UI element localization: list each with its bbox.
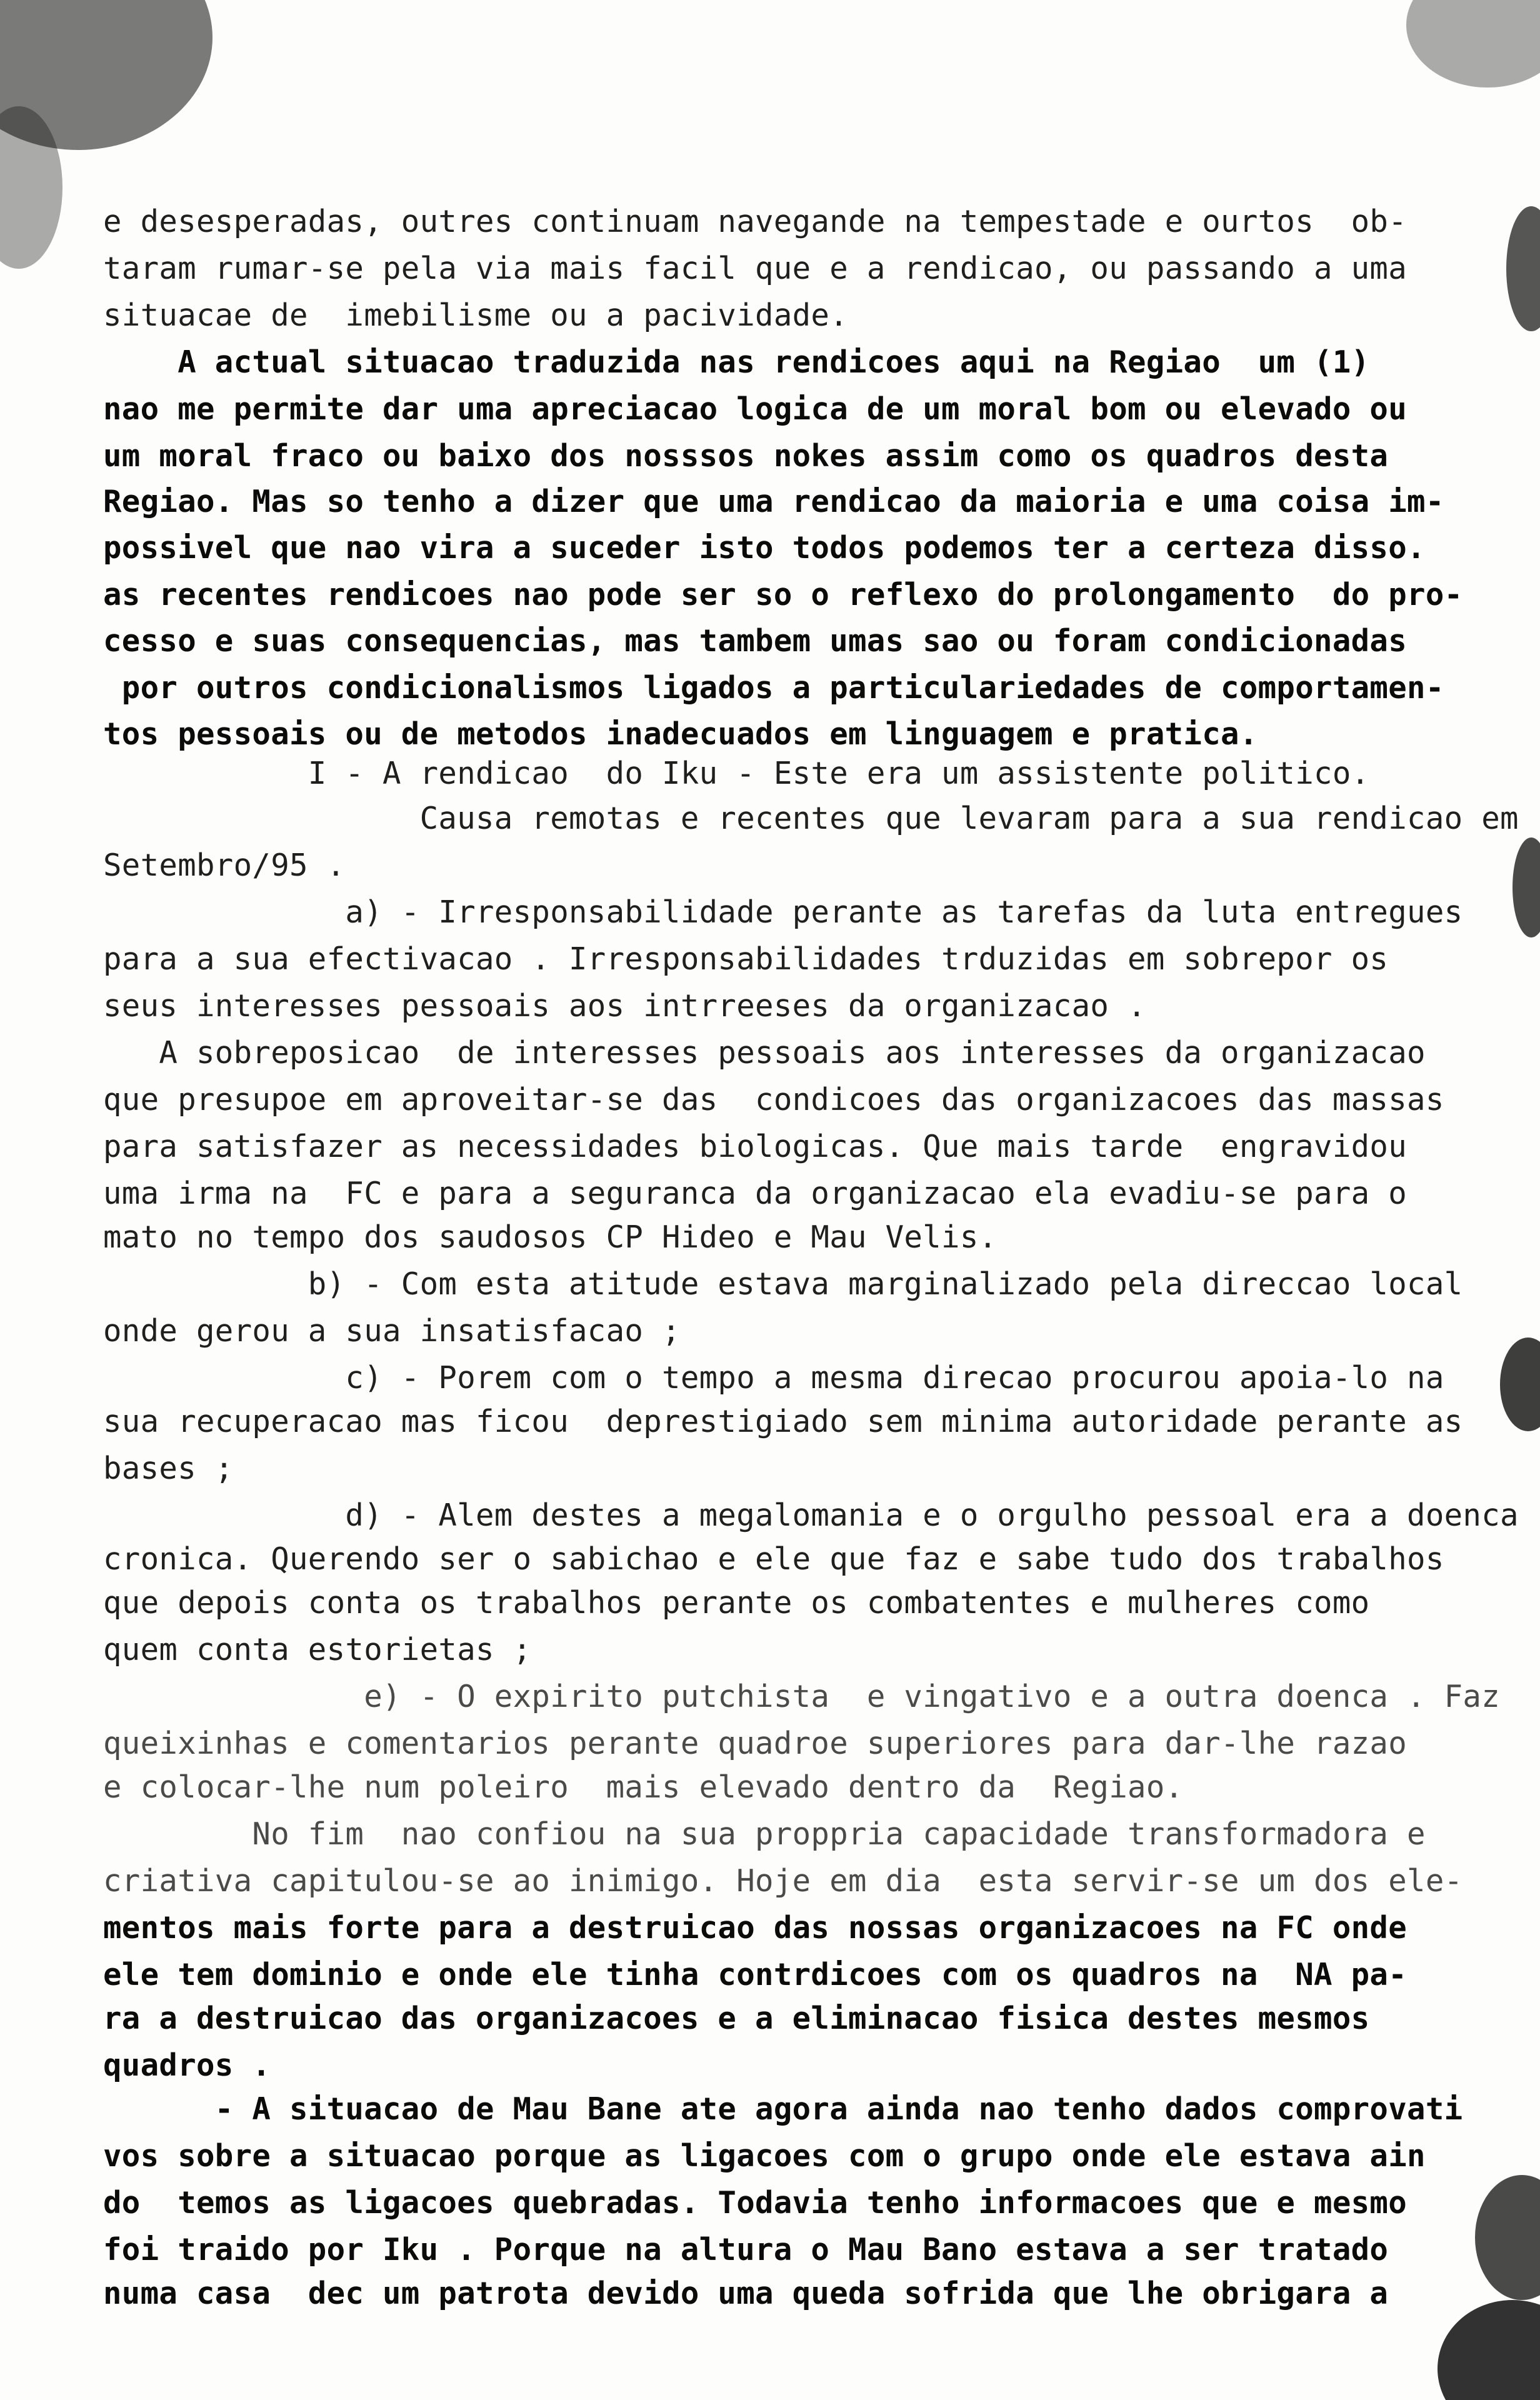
text-line: nao me permite dar uma apreciacao logica de um moral bom ou elevado ou [103, 391, 1408, 427]
ink-smudge-right-2 [1512, 838, 1540, 938]
ink-smudge-bottom-right [1438, 2300, 1540, 2400]
text-line: que presupoe em aproveitar-se das condicoes das organizacoes das massas [103, 1082, 1444, 1118]
text-line: bases ; [103, 1451, 234, 1486]
ink-smudge-right-3 [1500, 1338, 1540, 1431]
ink-smudge-right-1 [1506, 206, 1540, 331]
text-line: para satisfazer as necessidades biologicas. Que mais tarde engravidou [103, 1129, 1408, 1164]
text-line: criativa capitulou-se ao inimigo. Hoje em dia esta servir-se um dos ele- [103, 1863, 1463, 1899]
text-line: ele tem dominio e onde ele tinha contrdicoes com os quadros na NA pa- [103, 1957, 1408, 1992]
text-line: situacae de imebilisme ou a pacividade. [103, 298, 849, 333]
text-line: cronica. Querendo ser o sabichao e ele que faz e sabe tudo dos trabalhos [103, 1541, 1444, 1577]
text-line: um moral fraco ou baixo dos nosssos nokes assim como os quadros desta [103, 438, 1389, 474]
text-line: A sobreposicao de interesses pessoais aos interesses da organizacao [103, 1035, 1426, 1071]
text-line: d) - Alem destes a megalomania e o orgulho pessoal era a doenca [103, 1498, 1519, 1533]
text-line: foi traido por Iku . Porque na altura o Mau Bano estava a ser tratado [103, 2232, 1389, 2268]
text-line: A actual situacao traduzida nas rendicoes aqui na Regiao um (1) [103, 344, 1370, 380]
text-line: para a sua efectivacao . Irresponsabilidades trduzidas em sobrepor os [103, 941, 1389, 977]
text-line: mato no tempo dos saudosos CP Hideo e Mau Velis. [103, 1219, 998, 1255]
text-line: as recentes rendicoes nao pode ser so o reflexo do prolongamento do pro- [103, 577, 1463, 612]
text-line: quadros . [103, 2048, 271, 2083]
text-line: queixinhas e comentarios perante quadroe superiores para dar-lhe razao [103, 1726, 1408, 1761]
text-line: vos sobre a situacao porque as ligacoes com o grupo onde ele estava ain [103, 2138, 1426, 2174]
ink-smudge-right-4 [1475, 2175, 1540, 2300]
text-line: uma irma na FC e para a seguranca da organizacao ela evadiu-se para o [103, 1176, 1408, 1211]
text-line: do temos as ligacoes quebradas. Todavia tenho informacoes que e mesmo [103, 2185, 1408, 2221]
text-line: Causa remotas e recentes que levaram para a sua rendicao em [103, 801, 1519, 836]
text-line: sua recuperacao mas ficou deprestigiado sem minima autoridade perante as [103, 1404, 1463, 1439]
text-line: a) - Irresponsabilidade perante as tarefas da luta entregues [103, 894, 1463, 930]
text-line: I - A rendicao do Iku - Este era um assistente politico. [103, 756, 1370, 791]
ink-smudge-top-right [1406, 0, 1540, 88]
text-line: Regiao. Mas so tenho a dizer que uma rendicao da maioria e uma coisa im- [103, 484, 1444, 519]
text-line: cesso e suas consequencias, mas tambem umas sao ou foram condicionadas [103, 623, 1408, 659]
text-line: c) - Porem com o tempo a mesma direcao procurou apoia-lo na [103, 1360, 1444, 1396]
text-line: quem conta estorietas ; [103, 1632, 532, 1668]
text-line: e) - O expirito putchista e vingativo e a outra doenca . Faz [103, 1679, 1501, 1714]
text-line: que depois conta os trabalhos perante os combatentes e mulheres como [103, 1585, 1370, 1621]
text-line: taram rumar-se pela via mais facil que e a rendicao, ou passando a uma [103, 251, 1408, 286]
text-line: Setembro/95 . [103, 848, 346, 883]
text-line: - A situacao de Mau Bane ate agora ainda nao tenho dados comprovati [103, 2091, 1463, 2127]
text-line: onde gerou a sua insatisfacao ; [103, 1313, 681, 1349]
text-line: ra a destruicao das organizacoes e a eliminacao fisica destes mesmos [103, 2001, 1370, 2036]
text-line: numa casa dec um patrota devido uma queda sofrida que lhe obrigara a [103, 2276, 1389, 2311]
text-line: por outros condicionalismos ligados a particulariedades de comportamen- [103, 670, 1444, 706]
text-line: No fim nao confiou na sua proppria capacidade transformadora e [103, 1816, 1426, 1852]
text-line: mentos mais forte para a destruicao das nossas organizacoes na FC onde [103, 1910, 1408, 1946]
text-line: seus interesses pessoais aos intrreeses da organizacao . [103, 988, 1146, 1024]
text-line: e colocar-lhe num poleiro mais elevado dentro da Regiao. [103, 1769, 1184, 1805]
text-line: e desesperadas, outres continuam navegande na tempestade e ourtos ob- [103, 204, 1408, 239]
text-line: b) - Com esta atitude estava marginalizado pela direccao local [103, 1266, 1463, 1302]
text-line: tos pessoais ou de metodos inadecuados em linguagem e pratica. [103, 716, 1258, 752]
text-line: possivel que nao vira a suceder isto todos podemos ter a certeza disso. [103, 530, 1426, 566]
